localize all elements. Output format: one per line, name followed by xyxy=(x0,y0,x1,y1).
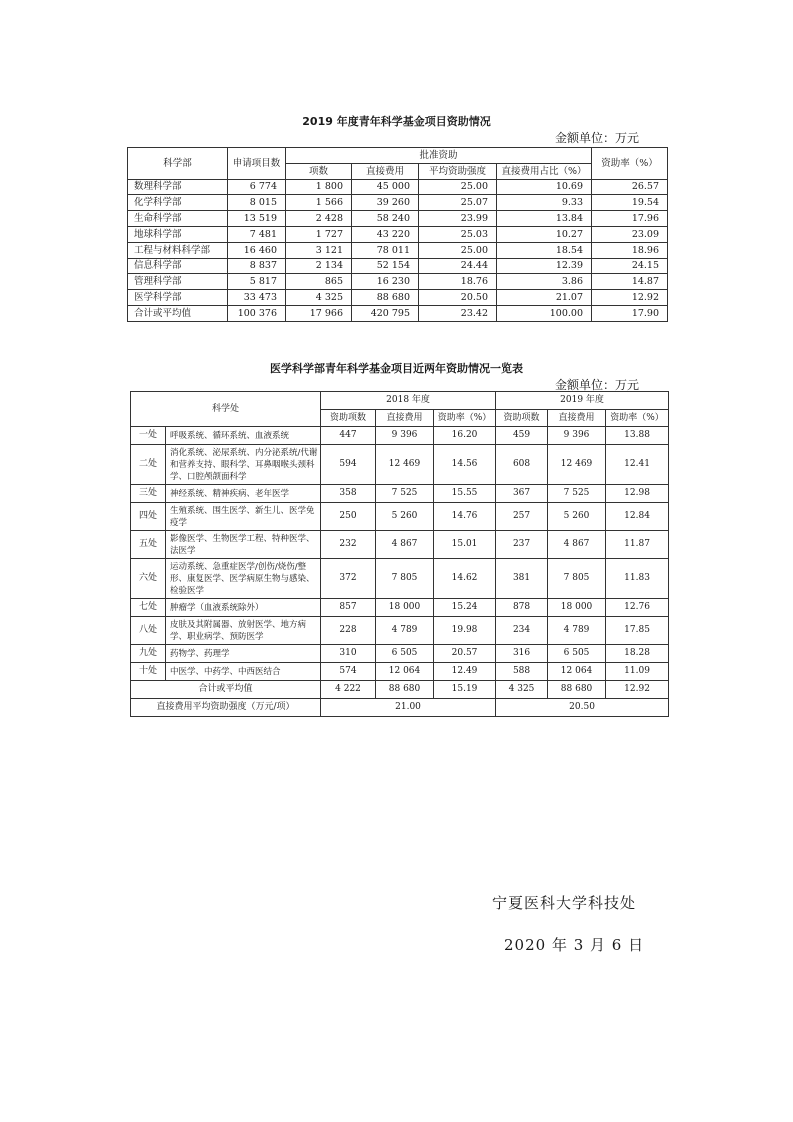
t1-header-direct: 直接费用 xyxy=(352,163,419,179)
t2-cell-r18: 15.55 xyxy=(434,485,496,503)
t1-cell-direct: 16 230 xyxy=(352,274,419,290)
t2-cell-c19: 316 xyxy=(496,645,548,663)
t2-avg-v18: 21.00 xyxy=(321,699,496,717)
t1-cell-rate: 23.09 xyxy=(592,226,668,242)
t2-cell-c19: 367 xyxy=(496,485,548,503)
t2-cell-c19: 608 xyxy=(496,445,548,485)
t2-cell-code: 三处 xyxy=(131,485,166,503)
t1-cell-dept: 管理科学部 xyxy=(128,274,228,290)
t2-cell-d19: 5 260 xyxy=(548,503,606,531)
t1-cell-rate: 18.96 xyxy=(592,242,668,258)
t2-cell-field: 皮肤及其附属器、放射医学、地方病学、职业病学、预防医学 xyxy=(166,617,321,645)
t2-cell-r19: 17.85 xyxy=(606,617,669,645)
t1-header-avg: 平均资助强度 xyxy=(419,163,497,179)
t2-cell-field: 神经系统、精神疾病、老年医学 xyxy=(166,485,321,503)
t1-cell-ratio: 9.33 xyxy=(497,195,592,211)
table-row xyxy=(128,226,668,242)
t2-cell-r19: 11.83 xyxy=(606,559,669,599)
t1-cell-applied: 8 015 xyxy=(228,195,286,211)
t2-cell-r18: 15.01 xyxy=(434,531,496,559)
t1-cell-applied: 8 837 xyxy=(228,258,286,274)
t1-cell-applied: 5 817 xyxy=(228,274,286,290)
t2-cell-d19: 4 867 xyxy=(548,531,606,559)
t2-cell-c18: 857 xyxy=(321,599,376,617)
t1-cell-ratio: 21.07 xyxy=(497,290,592,306)
t2-cell-d19: 12 469 xyxy=(548,445,606,485)
t1-header-approved: 批准资助 xyxy=(286,148,592,164)
table-row xyxy=(131,445,669,485)
t2-total-d18: 88 680 xyxy=(376,681,434,699)
table-row xyxy=(131,531,669,559)
t2-cell-d18: 6 505 xyxy=(376,645,434,663)
t1-cell-direct: 52 154 xyxy=(352,258,419,274)
table1-unit: 金额单位：万元 xyxy=(555,131,640,145)
t1-cell-applied: 7 481 xyxy=(228,226,286,242)
table2-title: 医学科学部青年科学基金项目近两年资助情况一览表 xyxy=(270,362,523,375)
t1-header-count: 项数 xyxy=(286,163,352,179)
t2-total-label: 合计或平均值 xyxy=(131,681,321,699)
t2-cell-c19: 878 xyxy=(496,599,548,617)
t2-cell-field: 药物学、药理学 xyxy=(166,645,321,663)
table-row xyxy=(131,599,669,617)
t1-cell-ratio: 13.84 xyxy=(497,211,592,227)
t2-cell-r19: 18.28 xyxy=(606,645,669,663)
t2-cell-code: 六处 xyxy=(131,559,166,599)
t1-cell-direct: 58 240 xyxy=(352,211,419,227)
t2-header-direct-2018: 直接费用 xyxy=(376,410,434,427)
t1-cell-count: 2 428 xyxy=(286,211,352,227)
t1-cell-dept: 信息科学部 xyxy=(128,258,228,274)
t1-cell-avg: 25.03 xyxy=(419,226,497,242)
t2-cell-field: 生殖系统、围生医学、新生儿、医学免疫学 xyxy=(166,503,321,531)
t2-cell-code: 九处 xyxy=(131,645,166,663)
t2-cell-r18: 14.56 xyxy=(434,445,496,485)
table1-title: 2019 年度青年科学基金项目资助情况 xyxy=(302,115,491,128)
t2-cell-r19: 12.98 xyxy=(606,485,669,503)
t2-cell-code: 五处 xyxy=(131,531,166,559)
t2-cell-r18: 19.98 xyxy=(434,617,496,645)
t1-cell-count: 3 121 xyxy=(286,242,352,258)
t2-cell-r18: 14.76 xyxy=(434,503,496,531)
t1-cell-ratio: 3.86 xyxy=(497,274,592,290)
t2-cell-d18: 12 064 xyxy=(376,663,434,681)
table-row xyxy=(131,559,669,599)
table2 xyxy=(130,391,669,717)
table-row xyxy=(128,242,668,258)
t1-cell-dept: 医学科学部 xyxy=(128,290,228,306)
table-row xyxy=(128,195,668,211)
t2-cell-d19: 4 789 xyxy=(548,617,606,645)
table-row xyxy=(128,290,668,306)
t2-total-r19: 12.92 xyxy=(606,681,669,699)
t2-cell-c19: 459 xyxy=(496,427,548,445)
t2-cell-c18: 574 xyxy=(321,663,376,681)
t1-cell-avg: 25.00 xyxy=(419,179,497,195)
t1-cell-direct: 39 260 xyxy=(352,195,419,211)
t2-cell-r19: 11.09 xyxy=(606,663,669,681)
t2-cell-d19: 12 064 xyxy=(548,663,606,681)
t1-cell-direct: 420 795 xyxy=(352,305,419,321)
t2-total-r18: 15.19 xyxy=(434,681,496,699)
t1-cell-dept: 工程与材料科学部 xyxy=(128,242,228,258)
t2-cell-code: 二处 xyxy=(131,445,166,485)
table-row xyxy=(128,179,668,195)
t2-header-2018: 2018 年度 xyxy=(321,392,496,410)
t2-cell-field: 消化系统、泌尿系统、内分泌系统/代谢和营养支持、眼科学、耳鼻咽喉头颈科学、口腔颅颌面科学 xyxy=(166,445,321,485)
t2-cell-c18: 232 xyxy=(321,531,376,559)
t2-cell-c18: 447 xyxy=(321,427,376,445)
t1-cell-dept: 地球科学部 xyxy=(128,226,228,242)
t1-cell-dept: 化学科学部 xyxy=(128,195,228,211)
t2-cell-code: 一处 xyxy=(131,427,166,445)
t2-cell-field: 运动系统、急重症医学/创伤/烧伤/整形、康复医学、医学病原生物与感染、检验医学 xyxy=(166,559,321,599)
t1-cell-applied: 13 519 xyxy=(228,211,286,227)
t1-cell-direct: 43 220 xyxy=(352,226,419,242)
t2-cell-c18: 250 xyxy=(321,503,376,531)
t1-cell-count: 17 966 xyxy=(286,305,352,321)
t2-cell-c19: 381 xyxy=(496,559,548,599)
t2-cell-c18: 358 xyxy=(321,485,376,503)
t2-cell-d18: 9 396 xyxy=(376,427,434,445)
t2-total-c19: 4 325 xyxy=(496,681,548,699)
t1-cell-avg: 23.99 xyxy=(419,211,497,227)
t1-cell-ratio: 12.39 xyxy=(497,258,592,274)
table-row xyxy=(131,485,669,503)
t1-cell-rate: 12.92 xyxy=(592,290,668,306)
t2-cell-c18: 310 xyxy=(321,645,376,663)
t1-cell-avg: 25.00 xyxy=(419,242,497,258)
t2-header-rate-2018: 资助率（%） xyxy=(434,410,496,427)
t2-header-count-2019: 资助项数 xyxy=(496,410,548,427)
t1-cell-count: 1 566 xyxy=(286,195,352,211)
t1-header-ratio: 直接费用占比（%） xyxy=(497,163,592,179)
t2-header-rate-2019: 资助率（%） xyxy=(606,410,669,427)
t1-cell-ratio: 18.54 xyxy=(497,242,592,258)
t2-cell-r18: 20.57 xyxy=(434,645,496,663)
t2-avg-label: 直接费用平均资助强度（万元/项） xyxy=(131,699,321,717)
table-row xyxy=(128,258,668,274)
t1-cell-applied: 6 774 xyxy=(228,179,286,195)
table-avg-row xyxy=(131,699,669,717)
t2-cell-r18: 16.20 xyxy=(434,427,496,445)
t1-cell-count: 2 134 xyxy=(286,258,352,274)
t2-cell-r19: 13.88 xyxy=(606,427,669,445)
t1-cell-applied: 100 376 xyxy=(228,305,286,321)
table-row xyxy=(131,427,669,445)
t2-avg-v19: 20.50 xyxy=(496,699,669,717)
t2-cell-d18: 4 789 xyxy=(376,617,434,645)
t2-cell-field: 呼吸系统、循环系统、血液系统 xyxy=(166,427,321,445)
table-row xyxy=(128,211,668,227)
t2-cell-code: 四处 xyxy=(131,503,166,531)
table1 xyxy=(127,147,668,322)
t2-cell-code: 八处 xyxy=(131,617,166,645)
t2-cell-d18: 7 525 xyxy=(376,485,434,503)
t2-cell-d19: 18 000 xyxy=(548,599,606,617)
t1-cell-rate: 26.57 xyxy=(592,179,668,195)
t2-total-d19: 88 680 xyxy=(548,681,606,699)
t2-cell-d18: 5 260 xyxy=(376,503,434,531)
t2-cell-d19: 7 525 xyxy=(548,485,606,503)
t1-cell-ratio: 10.69 xyxy=(497,179,592,195)
table-row xyxy=(128,274,668,290)
t2-cell-c19: 588 xyxy=(496,663,548,681)
t2-cell-c18: 228 xyxy=(321,617,376,645)
t1-cell-count: 1 727 xyxy=(286,226,352,242)
t1-cell-avg: 18.76 xyxy=(419,274,497,290)
t1-cell-applied: 33 473 xyxy=(228,290,286,306)
t2-cell-r19: 12.76 xyxy=(606,599,669,617)
t1-cell-rate: 14.87 xyxy=(592,274,668,290)
t2-header-direct-2019: 直接费用 xyxy=(548,410,606,427)
t1-cell-rate: 17.96 xyxy=(592,211,668,227)
t1-cell-avg: 23.42 xyxy=(419,305,497,321)
t2-cell-field: 影像医学、生物医学工程、特种医学、法医学 xyxy=(166,531,321,559)
t2-cell-c18: 594 xyxy=(321,445,376,485)
t2-cell-r18: 12.49 xyxy=(434,663,496,681)
t2-cell-d19: 9 396 xyxy=(548,427,606,445)
t2-cell-c19: 257 xyxy=(496,503,548,531)
t1-cell-count: 4 325 xyxy=(286,290,352,306)
t1-cell-direct: 45 000 xyxy=(352,179,419,195)
table-row xyxy=(131,645,669,663)
t2-cell-r19: 12.41 xyxy=(606,445,669,485)
t2-cell-c19: 237 xyxy=(496,531,548,559)
table-row xyxy=(128,305,668,321)
t2-header-2019: 2019 年度 xyxy=(496,392,669,410)
t1-cell-avg: 20.50 xyxy=(419,290,497,306)
t2-cell-d19: 6 505 xyxy=(548,645,606,663)
table-row xyxy=(131,617,669,645)
table-row xyxy=(131,503,669,531)
table2-unit: 金额单位：万元 xyxy=(555,378,640,392)
t1-cell-ratio: 100.00 xyxy=(497,305,592,321)
t2-cell-r18: 14.62 xyxy=(434,559,496,599)
t2-cell-d18: 4 867 xyxy=(376,531,434,559)
t2-cell-r18: 15.24 xyxy=(434,599,496,617)
t1-cell-dept: 数理科学部 xyxy=(128,179,228,195)
t2-cell-d19: 7 805 xyxy=(548,559,606,599)
t1-cell-applied: 16 460 xyxy=(228,242,286,258)
t2-header-dept: 科学处 xyxy=(131,392,321,427)
t1-header-dept: 科学部 xyxy=(128,148,228,180)
t2-cell-d18: 7 805 xyxy=(376,559,434,599)
t1-cell-dept: 生命科学部 xyxy=(128,211,228,227)
t2-cell-r19: 12.84 xyxy=(606,503,669,531)
t1-cell-count: 1 800 xyxy=(286,179,352,195)
t2-cell-field: 肿瘤学（血液系统除外） xyxy=(166,599,321,617)
t1-header-applied: 申请项目数 xyxy=(228,148,286,180)
t1-header-rate: 资助率（%） xyxy=(592,148,668,180)
t2-cell-c19: 234 xyxy=(496,617,548,645)
t2-cell-field: 中医学、中药学、中西医结合 xyxy=(166,663,321,681)
t1-cell-rate: 17.90 xyxy=(592,305,668,321)
t1-cell-rate: 19.54 xyxy=(592,195,668,211)
t2-cell-code: 十处 xyxy=(131,663,166,681)
t1-cell-avg: 25.07 xyxy=(419,195,497,211)
t1-cell-count: 865 xyxy=(286,274,352,290)
signature-date: 2020 年 3 月 6 日 xyxy=(504,936,645,954)
t1-cell-avg: 24.44 xyxy=(419,258,497,274)
table-row xyxy=(131,663,669,681)
t2-cell-code: 七处 xyxy=(131,599,166,617)
t1-cell-rate: 24.15 xyxy=(592,258,668,274)
t1-cell-direct: 88 680 xyxy=(352,290,419,306)
t2-total-c18: 4 222 xyxy=(321,681,376,699)
signature-org: 宁夏医科大学科技处 xyxy=(492,894,637,912)
table-total-row xyxy=(131,681,669,699)
t1-cell-ratio: 10.27 xyxy=(497,226,592,242)
t1-cell-dept: 合计或平均值 xyxy=(128,305,228,321)
t1-cell-direct: 78 011 xyxy=(352,242,419,258)
t2-cell-c18: 372 xyxy=(321,559,376,599)
t2-cell-r19: 11.87 xyxy=(606,531,669,559)
t2-cell-d18: 12 469 xyxy=(376,445,434,485)
t2-header-count-2018: 资助项数 xyxy=(321,410,376,427)
t2-cell-d18: 18 000 xyxy=(376,599,434,617)
